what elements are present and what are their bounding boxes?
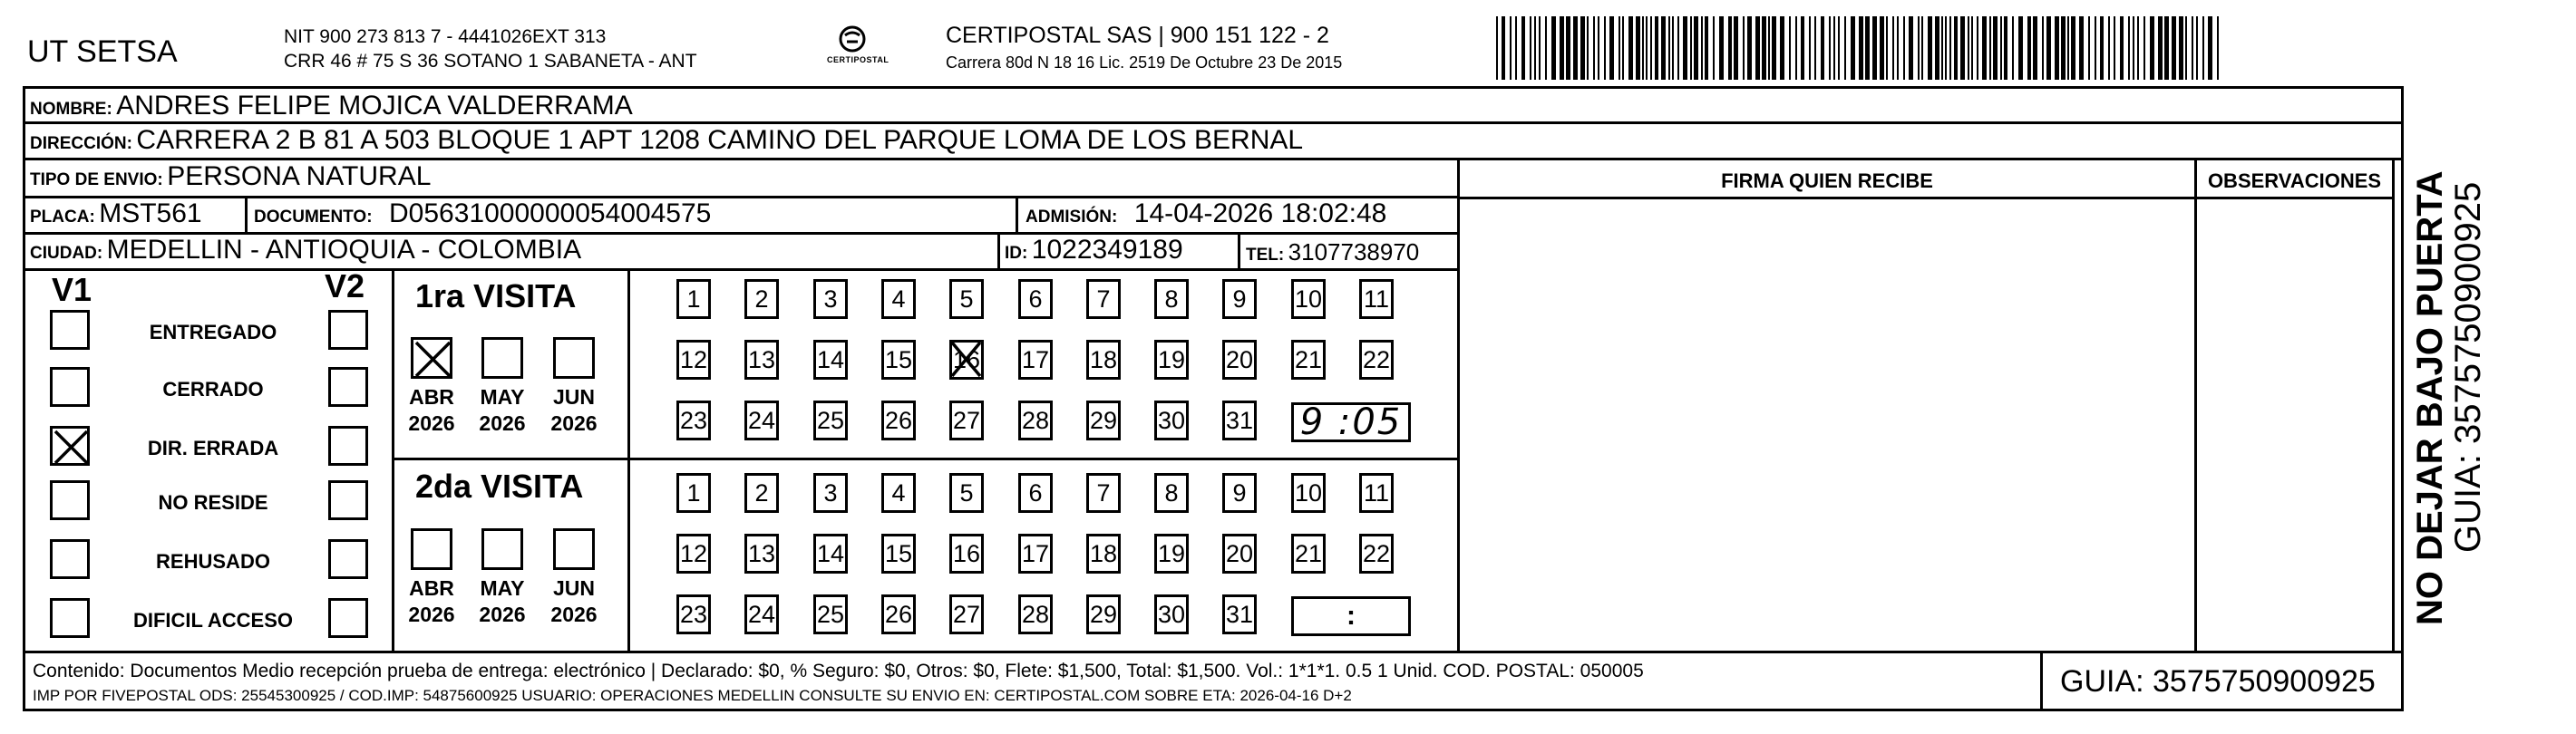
certipostal-license: Carrera 80d N 18 16 Lic. 2519 De Octubre 23 De 2015 — [946, 53, 1343, 72]
v2-checkbox[interactable] — [328, 480, 368, 520]
tel-label: TEL: — [1246, 246, 1285, 265]
day-number: 20 — [1225, 345, 1254, 373]
signature-header: FIRMA QUIEN RECIBE — [1721, 169, 1933, 192]
type-field — [30, 163, 431, 190]
day-box[interactable] — [744, 279, 779, 319]
day-box[interactable] — [881, 340, 916, 380]
day-box[interactable] — [949, 594, 984, 634]
city-label: CIUDAD: — [30, 244, 103, 263]
month-checkbox[interactable] — [411, 337, 452, 379]
address-field — [30, 127, 1303, 154]
day-box[interactable] — [1222, 534, 1257, 574]
day-number: 12 — [679, 345, 708, 373]
day-number: 9 — [1232, 285, 1247, 313]
admission-field — [1026, 200, 1386, 227]
day-number: 17 — [1021, 539, 1050, 567]
day-box[interactable] — [1086, 473, 1121, 513]
v1-checkbox[interactable] — [50, 480, 90, 520]
day-number: 27 — [952, 406, 981, 434]
day-number: 25 — [816, 406, 845, 434]
day-number: 10 — [1294, 478, 1323, 507]
observations-header: OBSERVACIONES — [2207, 169, 2382, 192]
day-box[interactable] — [1222, 473, 1257, 513]
day-box[interactable] — [1222, 340, 1257, 380]
city-field — [30, 237, 581, 264]
month-name: JUN — [552, 576, 595, 600]
day-number: 26 — [884, 600, 913, 628]
certipostal-logo — [825, 24, 889, 74]
day-number: 7 — [1096, 478, 1111, 507]
status-label: CERRADO — [162, 378, 264, 401]
day-box[interactable] — [881, 594, 916, 634]
day-box[interactable] — [1018, 534, 1053, 574]
day-number: 3 — [823, 478, 838, 507]
day-box[interactable] — [676, 340, 711, 380]
day-box[interactable] — [1018, 594, 1053, 634]
day-box[interactable] — [1018, 340, 1053, 380]
day-number: 23 — [679, 600, 708, 628]
v1-checkbox[interactable] — [50, 310, 90, 350]
day-box[interactable] — [881, 534, 916, 574]
day-box[interactable] — [813, 534, 848, 574]
month-checkbox[interactable] — [481, 337, 523, 379]
day-box[interactable] — [1086, 279, 1121, 319]
name-label: NOMBRE: — [30, 100, 112, 119]
day-box[interactable] — [949, 279, 984, 319]
day-number: 31 — [1225, 406, 1254, 434]
month-year: 2026 — [408, 410, 455, 435]
day-number: 28 — [1021, 600, 1050, 628]
company-address: CRR 46 # 75 S 36 SOTANO 1 SABANETA - ANT — [284, 51, 697, 72]
v1-checkbox[interactable] — [50, 539, 90, 579]
v2-checkbox[interactable] — [328, 367, 368, 407]
day-number: 1 — [686, 285, 701, 313]
document-field — [254, 200, 711, 227]
day-number: 5 — [959, 285, 974, 313]
footer-imp: IMP POR FIVEPOSTAL ODS: 25545300925 / COD.IMP: 54875600925 USUARIO: OPERACIONES MEDELLIN CONSULTE SU ENVIO EN: CERTIPOSTAL.COM SOBRE ETA: 2026-04-16 D+2 — [33, 687, 1352, 704]
month-year: 2026 — [479, 410, 526, 435]
month-checkbox[interactable] — [553, 337, 595, 379]
day-box[interactable] — [1154, 594, 1189, 634]
day-box[interactable] — [1086, 340, 1121, 380]
v2-header: V2 — [325, 267, 365, 304]
v1-header: V1 — [52, 271, 92, 308]
certipostal-nit: CERTIPOSTAL SAS | 900 151 122 - 2 — [946, 23, 1329, 48]
month-year: 2026 — [550, 410, 598, 435]
day-number: 30 — [1157, 406, 1186, 434]
day-number: 17 — [1021, 345, 1050, 373]
day-box[interactable] — [949, 340, 984, 380]
day-number: 22 — [1362, 539, 1391, 567]
day-number: 13 — [747, 539, 776, 567]
day-box[interactable] — [676, 594, 711, 634]
v2-checkbox[interactable] — [328, 310, 368, 350]
month-year: 2026 — [479, 602, 526, 626]
status-label: REHUSADO — [156, 550, 270, 573]
month-name: JUN — [552, 385, 595, 409]
day-box[interactable] — [1018, 279, 1053, 319]
document-label: DOCUMENTO: — [254, 208, 373, 227]
admission-value: 14-04-2026 18:02:48 — [1133, 198, 1387, 228]
day-number: 11 — [1363, 478, 1390, 507]
day-number: 4 — [891, 285, 906, 313]
time-separator: : — [1346, 601, 1356, 631]
day-number: 1 — [686, 478, 701, 507]
month-checkbox[interactable] — [411, 528, 452, 570]
tel-value: 3107738970 — [1288, 238, 1420, 266]
day-number: 29 — [1089, 406, 1118, 434]
day-number: 25 — [816, 600, 845, 628]
day-number: 16 — [952, 345, 981, 373]
day-number: 7 — [1096, 285, 1111, 313]
month-label — [471, 384, 534, 437]
tel-field — [1246, 240, 1419, 264]
day-number: 19 — [1157, 345, 1186, 373]
month-name: MAY — [480, 385, 525, 409]
id-value: 1022349189 — [1031, 235, 1183, 265]
day-box[interactable] — [744, 401, 779, 440]
time-box[interactable] — [1291, 402, 1411, 442]
address-label: DIRECCIÓN: — [30, 134, 132, 153]
day-box[interactable] — [881, 401, 916, 440]
name-value: ANDRES FELIPE MOJICA VALDERRAMA — [116, 91, 633, 121]
day-box[interactable] — [1291, 340, 1326, 380]
day-box[interactable] — [1086, 401, 1121, 440]
month-name: ABR — [409, 385, 454, 409]
day-number: 29 — [1089, 600, 1118, 628]
month-checkbox[interactable] — [481, 528, 523, 570]
logo-text: CERTIPOSTAL — [827, 55, 889, 64]
v2-checkbox[interactable] — [328, 598, 368, 638]
day-number: 24 — [747, 600, 776, 628]
day-number: 13 — [747, 345, 776, 373]
id-label: ID: — [1005, 244, 1028, 263]
day-number: 23 — [679, 406, 708, 434]
day-number: 21 — [1294, 539, 1323, 567]
day-number: 9 — [1232, 478, 1247, 507]
day-box[interactable] — [1222, 401, 1257, 440]
day-box[interactable] — [1359, 473, 1394, 513]
day-box[interactable] — [1359, 534, 1394, 574]
day-number: 18 — [1089, 539, 1118, 567]
day-box[interactable] — [676, 534, 711, 574]
day-box[interactable] — [813, 340, 848, 380]
id-field — [1005, 237, 1183, 264]
day-number: 2 — [754, 285, 769, 313]
day-number: 11 — [1363, 285, 1390, 313]
day-number: 21 — [1294, 345, 1323, 373]
day-box[interactable] — [676, 401, 711, 440]
day-number: 20 — [1225, 539, 1254, 567]
month-checkbox[interactable] — [553, 528, 595, 570]
day-number: 8 — [1164, 285, 1179, 313]
day-box[interactable] — [744, 594, 779, 634]
side-guia: GUIA: 3575750900925 — [2448, 181, 2488, 553]
time-box[interactable] — [1291, 596, 1411, 636]
day-box[interactable] — [949, 473, 984, 513]
day-box[interactable] — [676, 473, 711, 513]
plate-field — [30, 200, 202, 227]
company-name: UT SETSA — [27, 34, 178, 69]
day-box[interactable] — [813, 279, 848, 319]
day-number: 28 — [1021, 406, 1050, 434]
day-number: 22 — [1362, 345, 1391, 373]
day-box[interactable] — [1222, 279, 1257, 319]
day-box[interactable] — [1086, 594, 1121, 634]
day-box[interactable] — [1154, 279, 1189, 319]
day-box[interactable] — [949, 401, 984, 440]
v1-checkbox[interactable] — [50, 598, 90, 638]
day-box[interactable] — [1291, 279, 1326, 319]
day-number: 18 — [1089, 345, 1118, 373]
month-name: MAY — [480, 576, 525, 600]
day-number: 15 — [884, 539, 913, 567]
day-box[interactable] — [813, 473, 848, 513]
day-mark — [949, 340, 986, 388]
status-label: NO RESIDE — [158, 491, 268, 514]
day-box[interactable] — [744, 534, 779, 574]
day-box[interactable] — [1291, 534, 1326, 574]
day-box[interactable] — [813, 401, 848, 440]
company-nit: NIT 900 273 813 7 - 4441026EXT 313 — [284, 26, 607, 47]
day-box[interactable] — [1359, 340, 1394, 380]
status-label: DIFICIL ACCESO — [132, 609, 293, 632]
day-box[interactable] — [1154, 401, 1189, 440]
v2-checkbox[interactable] — [328, 426, 368, 466]
address-value: CARRERA 2 B 81 A 503 BLOQUE 1 APT 1208 CAMINO DEL PARQUE LOMA DE LOS BERNAL — [136, 125, 1304, 155]
day-number: 14 — [816, 345, 845, 373]
side-warning: NO DEJAR BAJO PUERTA — [2410, 170, 2450, 625]
v1-checkbox[interactable] — [50, 426, 90, 466]
visit1-title: 1ra VISITA — [415, 277, 577, 314]
day-number: 3 — [823, 285, 838, 313]
day-number: 16 — [952, 539, 981, 567]
day-box[interactable] — [1086, 534, 1121, 574]
day-box[interactable] — [949, 534, 984, 574]
day-box[interactable] — [1018, 401, 1053, 440]
day-number: 12 — [679, 539, 708, 567]
document-value: D05631000000054004575 — [389, 198, 712, 228]
month-label — [400, 384, 463, 437]
day-box[interactable] — [881, 473, 916, 513]
day-box[interactable] — [881, 279, 916, 319]
day-number: 2 — [754, 478, 769, 507]
admission-label: ADMISIÓN: — [1026, 208, 1118, 227]
day-box[interactable] — [1018, 473, 1053, 513]
time-handwritten: 9 :05 — [1299, 401, 1403, 443]
day-number: 31 — [1225, 600, 1254, 628]
type-value: PERSONA NATURAL — [167, 161, 432, 191]
month-name: ABR — [409, 576, 454, 600]
month-label — [542, 384, 606, 437]
month-label — [542, 575, 606, 628]
v1-checkbox[interactable] — [50, 367, 90, 407]
type-label: TIPO DE ENVIO: — [30, 170, 163, 189]
month-label — [400, 575, 463, 628]
day-box[interactable] — [1291, 473, 1326, 513]
month-year: 2026 — [550, 602, 598, 626]
plate-value: MST561 — [99, 198, 202, 228]
day-number: 6 — [1028, 285, 1043, 313]
month-label — [471, 575, 534, 628]
day-number: 8 — [1164, 478, 1179, 507]
day-box[interactable] — [744, 340, 779, 380]
day-number: 15 — [884, 345, 913, 373]
day-number: 27 — [952, 600, 981, 628]
day-box[interactable] — [1154, 473, 1189, 513]
day-number: 4 — [891, 478, 906, 507]
day-box[interactable] — [1222, 594, 1257, 634]
day-box[interactable] — [1154, 534, 1189, 574]
name-field — [30, 92, 633, 120]
v2-checkbox[interactable] — [328, 539, 368, 579]
barcode — [1496, 16, 2221, 80]
status-label: ENTREGADO — [149, 321, 277, 343]
day-number: 14 — [816, 539, 845, 567]
month-year: 2026 — [408, 602, 455, 626]
day-box[interactable] — [1154, 340, 1189, 380]
day-box[interactable] — [813, 594, 848, 634]
status-label: DIR. ERRADA — [147, 437, 279, 459]
day-box[interactable] — [676, 279, 711, 319]
day-number: 26 — [884, 406, 913, 434]
day-number: 24 — [747, 406, 776, 434]
footer-content: Contenido: Documentos Medio recepción prueba de entrega: electrónico | Declarado: $0, % Seguro: $0, Otros: $0, Flete: $1,500, Total: $1,500. Vol.: 1*1*1. 0.5 1 Unid. COD. POSTAL: 050005 — [33, 661, 1644, 681]
day-box[interactable] — [1359, 279, 1394, 319]
day-number: 30 — [1157, 600, 1186, 628]
footer-guia: GUIA: 3575750900925 — [2060, 664, 2376, 699]
day-box[interactable] — [744, 473, 779, 513]
city-value: MEDELLIN - ANTIOQUIA - COLOMBIA — [106, 235, 582, 265]
visit2-title: 2da VISITA — [415, 468, 584, 505]
day-number: 6 — [1028, 478, 1043, 507]
plate-label: PLACA: — [30, 208, 95, 227]
day-number: 19 — [1157, 539, 1186, 567]
day-number: 5 — [959, 478, 974, 507]
day-number: 10 — [1294, 285, 1323, 313]
